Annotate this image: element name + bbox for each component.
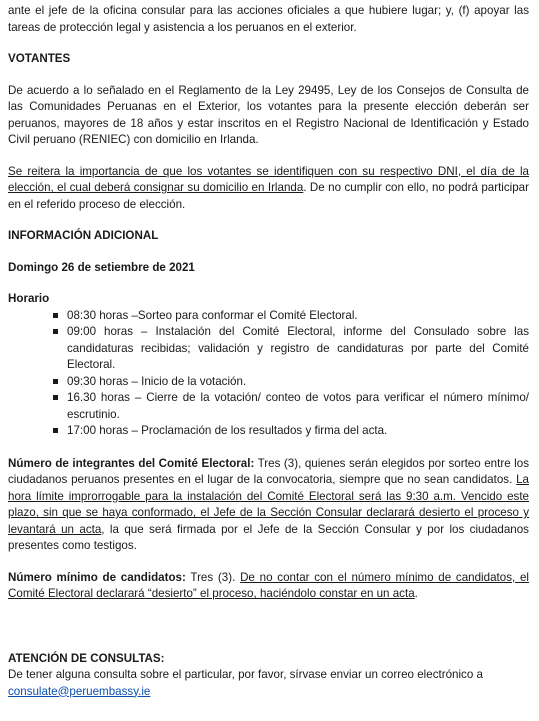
minimo-label: Número mínimo de candidatos: xyxy=(8,570,186,584)
bullet-square-icon xyxy=(53,313,58,318)
schedule-item xyxy=(67,308,529,325)
comite-paragraph xyxy=(8,456,529,555)
schedule-item-text: 08:30 horas –Sorteo para conformar el Comité Electoral. xyxy=(67,308,358,322)
minimo-text-1: Tres (3). xyxy=(185,570,241,584)
comite-text-2: , la que será firmada por el Jefe de la Sección Consular y por los ciudadanos presentes como testigos. xyxy=(8,522,529,552)
schedule-item xyxy=(67,390,529,423)
comite-label: Número de integrantes del Comité Electoral: xyxy=(8,456,255,470)
votantes-heading: VOTANTES xyxy=(8,52,71,65)
minimo-paragraph xyxy=(8,570,529,603)
info-heading: INFORMACIÓN ADICIONAL xyxy=(8,229,159,242)
comite-underlined: La hora límite improrrogable para la instalación del Comité Electoral será las 9:30 a.m. Vencido este plazo, sin que se haya conformado, el Jefe de la Sección Consular declarará desierto el proceso y levantará un acta xyxy=(8,473,529,536)
schedule-item xyxy=(67,423,529,440)
consultas-heading: ATENCIÓN DE CONSULTAS: xyxy=(8,651,165,665)
horario-label: Horario xyxy=(8,292,50,305)
schedule-item-text: 17:00 horas – Proclamación de los resultados y firma del acta. xyxy=(67,424,388,437)
schedule-item xyxy=(67,374,529,391)
schedule-item-text: 09:00 horas – Instalación del Comité Electoral, informe del Consulado sobre las candidaturas recibidas; validación y registro de candidaturas por parte del Comité Electoral. xyxy=(67,325,529,371)
bullet-square-icon xyxy=(53,395,58,400)
email-link[interactable]: consulate@peruembassy.ie xyxy=(8,684,151,698)
schedule-list xyxy=(8,308,529,440)
dni-notice-underlined: Se reitera la importancia de que los votantes se identifiquen con su respectivo DNI, el día de la elección, el cual deberá consignar su domicilio en Irlanda xyxy=(8,164,529,194)
schedule-item-text: 09:30 horas – Inicio de la votación. xyxy=(67,374,247,388)
bullet-square-icon xyxy=(53,329,58,334)
consultas-email-line xyxy=(8,684,529,701)
intro-paragraph: ante el jefe de la oficina consular para las acciones oficiales a que hubiere lugar; y, (f) apoyar las tareas de protección legal y asistencia a los peruanos en el exterior. xyxy=(8,4,529,34)
dni-notice-rest: . De no cumplir con ello, no podrá participar en el referido proceso de elección. xyxy=(8,181,529,211)
votantes-paragraph: De acuerdo a lo señalado en el Reglamento de la Ley 29495, Ley de los Consejos de Consulta de las Comunidades Peruanas en el Exterior, los votantes para la presente elección deberán ser peruanos, mayores de 18 años y estar inscritos en el Registro Nacional de Identificación y Estado Civil peruano (RENIEC) con domicilio en Irlanda. xyxy=(8,83,529,146)
minimo-underlined: De no contar con el número mínimo de candidatos, el Comité Electoral declarará “desierto” el proceso, haciéndolo constar en un acta xyxy=(8,570,529,600)
consultas-text: De tener alguna consulta sobre el particular, por favor, sírvase enviar un correo electrónico a xyxy=(8,668,483,681)
bullet-square-icon xyxy=(53,379,58,384)
election-date: Domingo 26 de setiembre de 2021 xyxy=(8,260,195,274)
comite-text-1: Tres (3), quienes serán elegidos por sorteo entre los ciudadanos peruanos presentes en el lugar de la convocatoria, siempre que no sean candidatos. xyxy=(8,456,529,486)
schedule-item-text: 16.30 horas – Cierre de la votación/ conteo de votos para verificar el número mínimo/ escrutinio. xyxy=(67,391,529,421)
consultas-paragraph xyxy=(8,667,529,684)
bullet-square-icon xyxy=(53,428,58,433)
schedule-item xyxy=(67,324,529,374)
dni-notice-paragraph xyxy=(8,164,529,214)
minimo-text-2: . xyxy=(414,587,418,600)
